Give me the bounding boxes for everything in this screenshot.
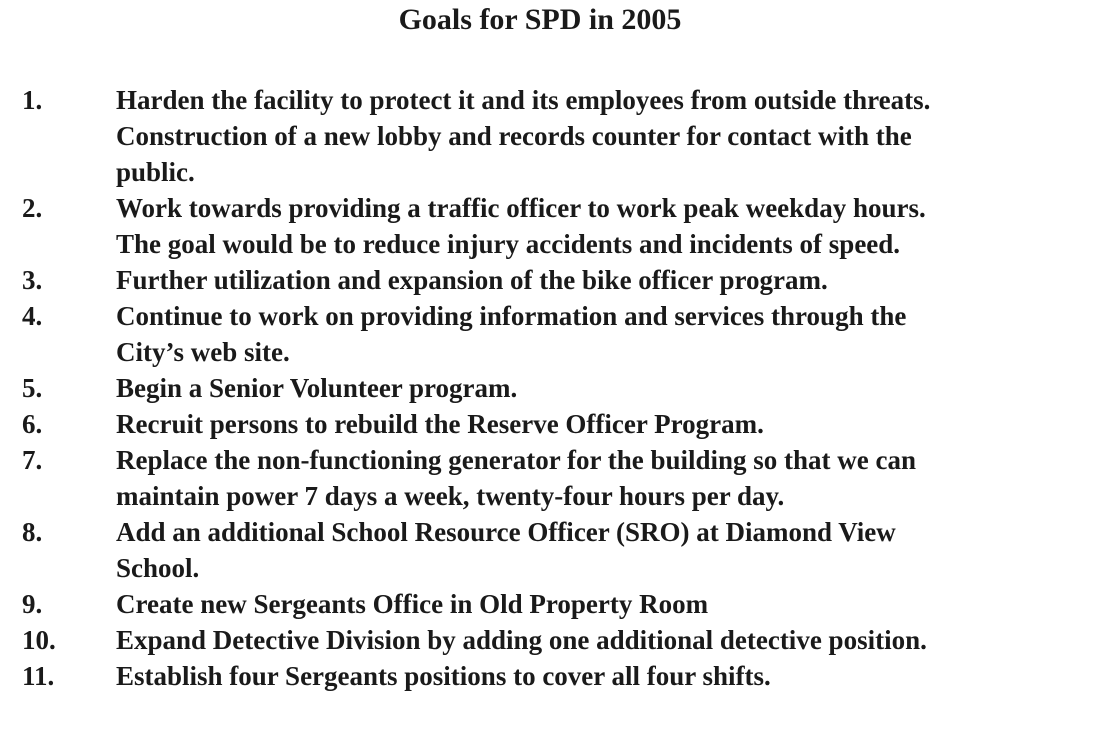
goal-item-8 [0, 514, 1100, 586]
goal-text: Expand Detective Division by adding one additional detective position. [116, 625, 927, 655]
goal-text: Create new Sergeants Office in Old Property Room [116, 589, 709, 619]
goal-text: Harden the facility to protect it and its employees from outside threats. Construction of a new lobby and records counter for contact with the public. [116, 85, 931, 187]
goal-number: 3. [22, 265, 43, 295]
page-title: Goals for SPD in 2005 [398, 3, 682, 36]
goal-text: Continue to work on providing information and services through the City’s web site. [116, 301, 907, 367]
goal-text: Replace the non-functioning generator for the building so that we can maintain power 7 days a week, twenty-four hours per day. [116, 445, 917, 511]
goal-number: 5. [22, 373, 43, 403]
goal-list [0, 82, 1100, 694]
goal-number: 4. [22, 301, 43, 331]
goal-text: Establish four Sergeants positions to cover all four shifts. [116, 661, 771, 691]
goal-text: Work towards providing a traffic officer to work peak weekday hours. The goal would be to reduce injury accidents and incidents of speed. [116, 193, 926, 259]
goal-item-2 [0, 190, 1100, 262]
goal-item-7 [0, 442, 1100, 514]
goal-text: Begin a Senior Volunteer program. [116, 373, 518, 403]
goal-number: 10. [22, 625, 56, 655]
goal-number: 1. [22, 85, 43, 115]
goal-text: Recruit persons to rebuild the Reserve Officer Program. [116, 409, 764, 439]
goal-item-11 [0, 658, 1100, 694]
goal-item-1 [0, 82, 1100, 190]
goal-number: 11. [22, 661, 55, 691]
goal-number: 6. [22, 409, 43, 439]
goal-number: 9. [22, 589, 43, 619]
goal-item-9 [0, 586, 1100, 622]
goal-item-3 [0, 262, 1100, 298]
goal-number: 2. [22, 193, 43, 223]
goal-item-5 [0, 370, 1100, 406]
goal-item-10 [0, 622, 1100, 658]
goal-number: 7. [22, 445, 43, 475]
goal-number: 8. [22, 517, 43, 547]
goal-item-6 [0, 406, 1100, 442]
goal-text: Further utilization and expansion of the bike officer program. [116, 265, 828, 295]
goal-item-4 [0, 298, 1100, 370]
goal-text: Add an additional School Resource Officer (SRO) at Diamond View School. [116, 517, 896, 583]
